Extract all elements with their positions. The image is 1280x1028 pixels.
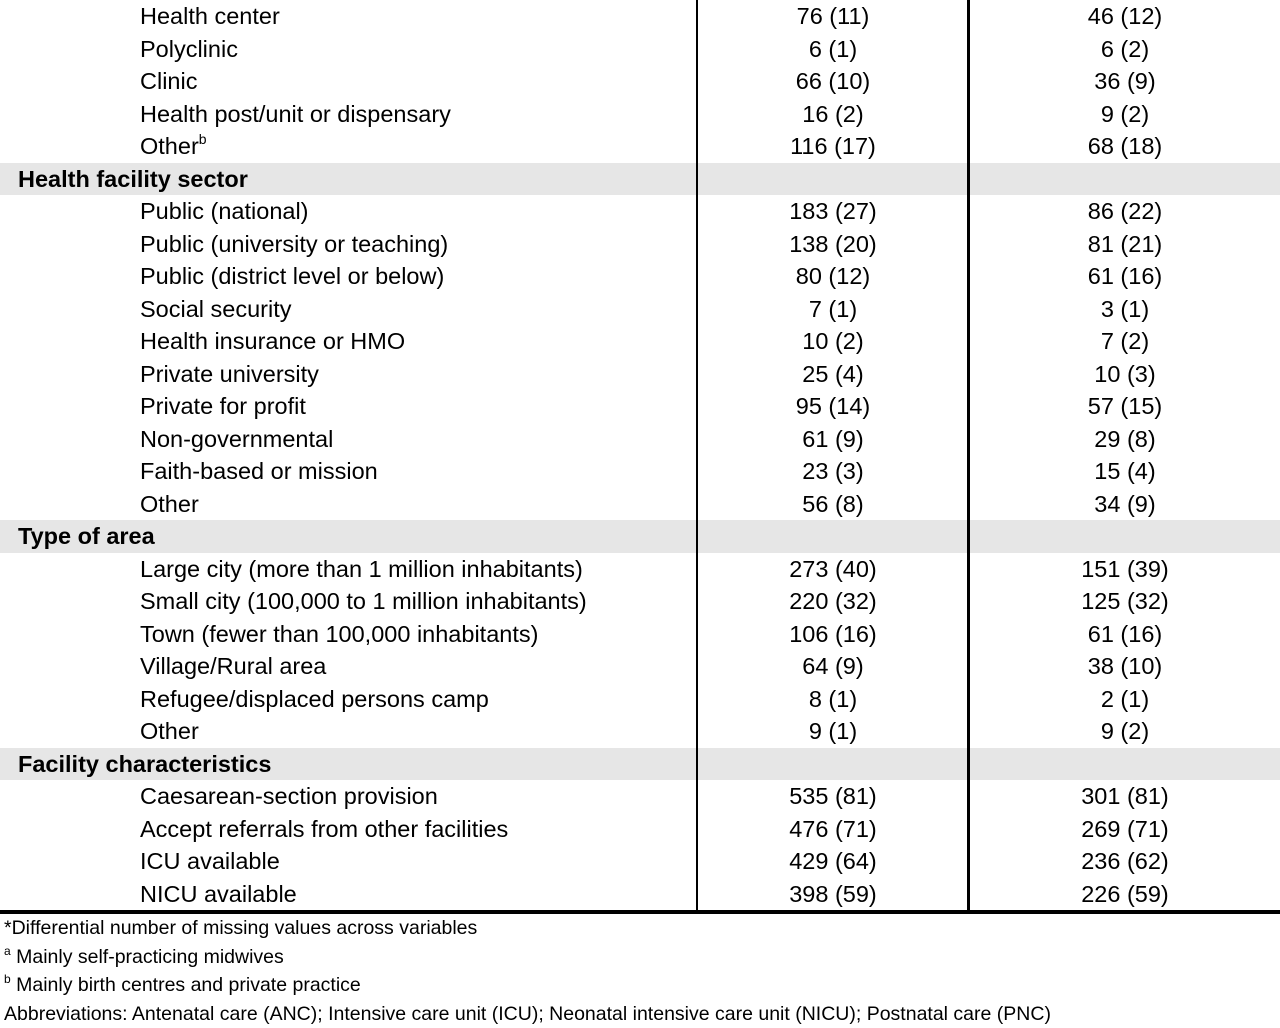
footnote-a [4, 943, 1274, 972]
row-label [140, 0, 280, 33]
table-row [0, 325, 1280, 358]
row-label [140, 715, 199, 748]
table-row [0, 0, 1280, 33]
footnote-b [4, 971, 1274, 1000]
value-cell-col1: 429 (64) [789, 848, 877, 874]
row-label [140, 65, 197, 98]
row-label-text: Faith-based or mission [140, 458, 378, 484]
value-cell-col2: 34 (9) [1094, 490, 1156, 517]
value-cell-col1: 138 (20) [789, 230, 877, 257]
row-label [140, 618, 538, 651]
row-label-text: Accept referrals from other facilities [140, 815, 509, 842]
column-divider-1 [696, 0, 698, 912]
section-header-row [0, 520, 1280, 553]
row-label-text: Health center [140, 3, 280, 29]
row-label-text: Caesarean-section provision [140, 783, 438, 809]
row-label [140, 325, 405, 358]
table-row [0, 683, 1280, 716]
row-label-text: Other [140, 718, 199, 744]
value-cell-col2: 236 (62) [1081, 848, 1169, 874]
table-row [0, 130, 1280, 163]
row-label-text: Refugee/displaced persons camp [140, 685, 489, 712]
row-label [140, 98, 451, 131]
table-row [0, 260, 1280, 293]
footnote-b-marker: b [4, 972, 11, 986]
value-cell-col1: 398 (59) [789, 880, 877, 907]
value-cell-col2: 61 (16) [1087, 620, 1163, 647]
footnote-abbreviations: Abbreviations: Antenatal care (ANC); Intensive care unit (ICU); Neonatal intensive care unit (NICU); Postnatal care (PNC) [4, 1002, 1051, 1025]
row-label [140, 260, 444, 293]
value-cell-col2: 6 (2) [1100, 35, 1150, 62]
row-label [140, 33, 238, 66]
row-label [140, 683, 489, 716]
value-cell-col1: 16 (2) [802, 100, 864, 127]
value-cell-col2: 125 (32) [1081, 588, 1169, 614]
table-row [0, 488, 1280, 521]
table-row [0, 358, 1280, 391]
row-label [140, 878, 297, 911]
row-label-text: Health post/unit or dispensary [140, 100, 451, 127]
value-cell-col2: 3 (1) [1100, 295, 1150, 322]
table-row [0, 33, 1280, 66]
row-label-text: Public (district level or below) [140, 263, 445, 289]
row-label [140, 293, 292, 326]
table-row [0, 98, 1280, 131]
section-label [18, 748, 271, 781]
row-label [140, 813, 508, 846]
value-cell-col1: 535 (81) [789, 783, 877, 809]
row-label [140, 845, 280, 878]
footnote-a-marker: a [4, 943, 11, 958]
row-label-text: Health facility sector [18, 165, 248, 192]
table-row [0, 878, 1280, 911]
section-label [18, 520, 155, 553]
row-label-text: Small city (100,000 to 1 million inhabitants) [140, 588, 587, 614]
value-cell-col2: 68 (18) [1087, 133, 1163, 159]
footnote-differential: *Differential number of missing values across variables [4, 917, 478, 939]
row-label-text: Clinic [140, 68, 198, 94]
table-row [0, 650, 1280, 683]
row-label [140, 390, 306, 423]
row-label [140, 585, 587, 618]
value-cell-col1: 8 (1) [808, 685, 858, 712]
row-label-text: Public (university or teaching) [140, 230, 449, 257]
row-label-text: Village/Rural area [140, 653, 327, 679]
value-cell-col2: 15 (4) [1094, 458, 1156, 484]
row-label [140, 455, 378, 488]
value-cell-col1: 95 (14) [795, 393, 871, 419]
value-cell-col2: 29 (8) [1094, 425, 1156, 452]
value-cell-col1: 9 (1) [808, 718, 858, 744]
table-row [0, 293, 1280, 326]
value-cell-col2: 36 (9) [1094, 68, 1156, 94]
value-cell-col1: 64 (9) [802, 653, 864, 679]
row-label-text: Type of area [18, 523, 155, 549]
table-row [0, 618, 1280, 651]
table-row [0, 455, 1280, 488]
row-label [140, 650, 326, 683]
row-label [140, 195, 309, 228]
value-cell-col1: 116 (17) [790, 133, 876, 159]
value-cell-col2: 57 (15) [1087, 393, 1163, 419]
section-header-row [0, 163, 1280, 196]
row-label-text: Health insurance or HMO [140, 328, 406, 354]
value-cell-col1: 10 (2) [802, 328, 864, 354]
value-cell-col2: 7 (2) [1100, 328, 1150, 354]
value-cell-col1: 66 (10) [795, 68, 871, 94]
row-label [140, 780, 438, 813]
value-cell-col1: 273 (40) [789, 555, 877, 582]
table-row [0, 553, 1280, 586]
value-cell-col1: 25 (4) [802, 360, 864, 387]
value-cell-col1: 56 (8) [802, 490, 864, 517]
row-label-text: Non-governmental [140, 425, 334, 452]
value-cell-col1: 7 (1) [808, 295, 858, 322]
value-cell-col2: 226 (59) [1081, 880, 1169, 907]
value-cell-col1: 183 (27) [789, 198, 877, 224]
table-row [0, 845, 1280, 878]
value-cell-col2: 86 (22) [1087, 198, 1163, 224]
row-label-text: Other [140, 133, 199, 159]
row-label-text: Other [140, 490, 199, 517]
value-cell-col2: 9 (2) [1100, 718, 1150, 744]
value-cell-col2: 38 (10) [1087, 653, 1163, 679]
row-label [140, 488, 199, 521]
section-header-row [0, 748, 1280, 781]
table-row [0, 65, 1280, 98]
table-row [0, 813, 1280, 846]
row-label-text: Private university [140, 360, 319, 387]
table-row [0, 228, 1280, 261]
value-cell-col2: 2 (1) [1100, 685, 1150, 712]
value-cell-col1: 220 (32) [789, 588, 877, 614]
row-label [140, 553, 583, 586]
footnotes [4, 914, 1274, 1028]
row-label-text: Facility characteristics [18, 750, 272, 777]
row-label-text: Public (national) [140, 198, 309, 224]
table-row [0, 585, 1280, 618]
footnote-a-text: Mainly self-practicing midwives [10, 945, 284, 968]
value-cell-col2: 81 (21) [1087, 230, 1163, 257]
row-label [140, 423, 333, 456]
value-cell-col2: 61 (16) [1087, 263, 1163, 289]
row-label-text: Town (fewer than 100,000 inhabitants) [140, 620, 539, 647]
column-divider-2 [967, 0, 970, 912]
row-label-text: Large city (more than 1 million inhabitants) [140, 555, 583, 582]
value-cell-col2: 151 (39) [1081, 555, 1169, 582]
value-cell-col1: 61 (9) [802, 425, 864, 452]
table-row [0, 390, 1280, 423]
value-cell-col1: 76 (11) [796, 3, 870, 29]
row-label [140, 130, 207, 163]
row-label-text: ICU available [140, 848, 280, 874]
value-cell-col1: 476 (71) [789, 815, 877, 842]
value-cell-col1: 23 (3) [802, 458, 864, 484]
row-label-text: Private for profit [140, 393, 306, 419]
table-row [0, 423, 1280, 456]
footnote-marker: b [198, 131, 207, 147]
row-label [140, 358, 319, 391]
value-cell-col2: 10 (3) [1094, 360, 1156, 387]
value-cell-col2: 9 (2) [1100, 100, 1150, 127]
table-row [0, 780, 1280, 813]
value-cell-col1: 80 (12) [795, 263, 871, 289]
value-cell-col2: 301 (81) [1081, 783, 1169, 809]
row-label [140, 228, 448, 261]
row-label-text: NICU available [140, 880, 297, 907]
table-row [0, 195, 1280, 228]
value-cell-col2: 46 (12) [1087, 3, 1163, 29]
table-row [0, 715, 1280, 748]
value-cell-col1: 106 (16) [789, 620, 877, 647]
value-cell-col2: 269 (71) [1081, 815, 1169, 842]
section-label [18, 163, 248, 196]
footnote-b-text: Mainly birth centres and private practice [10, 974, 361, 996]
value-cell-col1: 6 (1) [808, 35, 858, 62]
row-label-text: Polyclinic [140, 35, 238, 62]
row-label-text: Social security [140, 295, 292, 322]
